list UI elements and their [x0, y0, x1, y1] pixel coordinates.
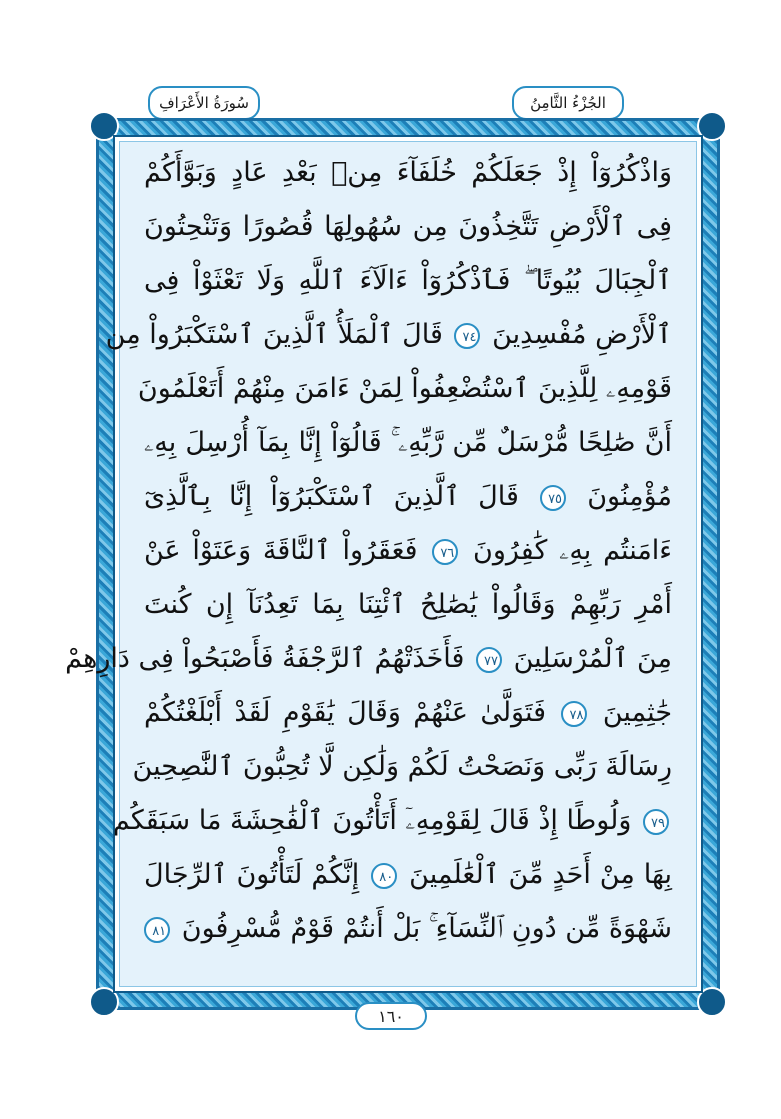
- juz-label: الجُزْءُ الثَّامِنُ: [512, 86, 624, 120]
- text-line: ٱلْأَرْضِ مُفْسِدِينَ ٧٤ قَالَ ٱلْمَلَأُ ٱلَّذِينَ ٱسْتَكْبَرُواْ مِن: [105, 319, 672, 350]
- verse-number-marker: ٨٠: [371, 863, 397, 889]
- text-line: ٧٩ وَلُوطًا إِذْ قَالَ لِقَوْمِهِۦٓ أَتَأْتُونَ ٱلْفَٰحِشَةَ مَا سَبَقَكُم: [144, 794, 672, 848]
- page-number: ١٦٠: [355, 1002, 427, 1030]
- text-line: مُؤْمِنُونَ ٧٥ قَالَ ٱلَّذِينَ ٱسْتَكْبَرُوٓاْ إِنَّا بِٱلَّذِىٓ: [144, 481, 672, 512]
- text-line: أَمْرِ رَبِّهِمْ وَقَالُواْ يَٰصَٰلِحُ ٱئْتِنَا بِمَا تَعِدُنَآ إِن كُنتَ: [144, 589, 672, 620]
- text-line: بِهَا مِنْ أَحَدٍ مِّنَ ٱلْعَٰلَمِينَ ٨٠ إِنَّكُمْ لَتَأْتُونَ ٱلرِّجَالَ: [144, 859, 672, 890]
- verse-number-marker: ٧٩: [643, 809, 669, 835]
- frame-inner-border: [65, 135, 703, 993]
- verse-number-marker: ٧٨: [561, 701, 587, 727]
- page-frame: [65, 118, 720, 1010]
- verse-number-marker: ٧٥: [540, 485, 566, 511]
- verse-lines: [65, 142, 696, 986]
- text-line: قَوْمِهِۦ لِلَّذِينَ ٱسْتُضْعِفُواْ لِمَنْ ءَامَنَ مِنْهُمْ أَتَعْلَمُونَ: [137, 373, 672, 404]
- verse-number-marker: ٨١: [144, 917, 170, 943]
- text-line: وَاذْكُرُوٓاْ إِذْ جَعَلَكُمْ خُلَفَآءَ مِنۢ بَعْدِ عَادٍ وَبَوَّأَكُمْ: [144, 157, 672, 188]
- text-line: فِى ٱلْأَرْضِ تَتَّخِذُونَ مِن سُهُولِهَا قُصُورًا وَتَنْحِتُونَ: [144, 211, 672, 242]
- text-line: مِنَ ٱلْمُرْسَلِينَ ٧٧ فَأَخَذَتْهُمُ ٱلرَّجْفَةُ فَأَصْبَحُواْ فِى دَارِهِمْ: [65, 643, 672, 674]
- text-line: رِسَالَةَ رَبِّى وَنَصَحْتُ لَكُمْ وَلَٰكِن لَّا تُحِبُّونَ ٱلنَّٰصِحِينَ: [132, 751, 672, 782]
- text-area: [65, 141, 697, 987]
- verse-number-marker: ٧٤: [454, 323, 480, 349]
- text-line: ٱلْجِبَالَ بُيُوتًا ۖ فَٱذْكُرُوٓاْ ءَالَآءَ ٱللَّهِ وَلَا تَعْثَوْاْ فِى: [144, 265, 672, 296]
- verse-number-marker: ٧٧: [476, 647, 502, 673]
- text-line: شَهْوَةً مِّن دُونِ ٱلنِّسَآءِ ۚ بَلْ أَنتُمْ قَوْمٌ مُّسْرِفُونَ ٨١: [144, 902, 672, 956]
- surah-label: سُورَةُ الأَعْرَافِ: [148, 86, 260, 120]
- text-line: جَٰثِمِينَ ٧٨ فَتَوَلَّىٰ عَنْهُمْ وَقَالَ يَٰقَوْمِ لَقَدْ أَبْلَغْتُكُمْ: [144, 697, 673, 728]
- verse-number-marker: ٧٦: [432, 539, 458, 565]
- text-line: ءَامَنتُم بِهِۦ كَٰفِرُونَ ٧٦ فَعَقَرُواْ ٱلنَّاقَةَ وَعَتَوْاْ عَنْ: [144, 535, 673, 566]
- text-line: أَنَّ صَٰلِحًا مُّرْسَلٌ مِّن رَّبِّهِۦ ۚ قَالُوٓاْ إِنَّا بِمَآ أُرْسِلَ بِهِۦ: [144, 427, 672, 458]
